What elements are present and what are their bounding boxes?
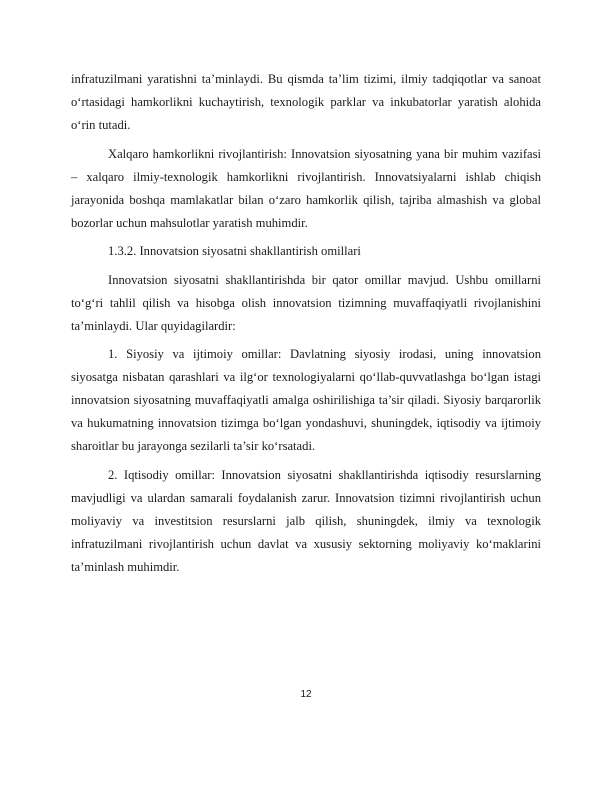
page-number: 12: [300, 689, 312, 700]
paragraph-factors-intro: Innovatsion siyosatni shakllantirishda bir qator omillar mavjud. Ushbu omillarni to‘g‘ri tahlil qilish va hisobga olish innovatsion tizimning muvaffaqiyatli rivojlanishini ta’minlaydi. Ular quyidagilardir:: [71, 272, 541, 333]
body-text: [71, 68, 541, 584]
paragraph-political-factors: 1. Siyosiy va ijtimoiy omillar: Davlatning siyosiy irodasi, uning innovatsion siyosatga nisbatan qarashlari va ilg‘or texnologiyalarni qo‘llab-quvvatlashga bo‘lgan istagi innovatsion siyosatning muvaffaqiyatli amalga oshirilishiga ta’sir qiladi. Siyosiy barqarorlik va hukumatning innovatsion tizimga bo‘lgan yondashuvi, shuningdek, iqtisodiy va ijtimoiy sharoitlar bu jarayonga sezilarli ta’sir ko‘rsatadi.: [71, 347, 541, 453]
paragraph-economic-factors: 2. Iqtisodiy omillar: Innovatsion siyosatni shakllantirishda iqtisodiy resurslarning mavjudligi va ulardan samarali foydalanish zarur. Innovatsion tizimni rivojlantirish uchun moliyaviy va investitsion resurslarni jalb qilish, shuningdek, ilmiy va texnologik infratuzilmani rivojlantirish uchun davlat va xususiy sektorning moliyaviy ko‘maklarini ta’minlash muhimdir.: [71, 467, 541, 574]
paragraph-continuation: infratuzilmani yaratishni ta’minlaydi. Bu qismda ta’lim tizimi, ilmiy tadqiqotlar va sanoat o‘rtasidagi hamkorlikni kuchaytirish, texnologik parklar va inkubatorlar yaratish alohida o‘rin tutadi.: [71, 72, 541, 132]
paragraph-international-cooperation: Xalqaro hamkorlikni rivojlantirish: Innovatsion siyosatning yana bir muhim vazifasi – xalqaro ilmiy-texnologik hamkorlikni rivojlantirish. Innovatsiyalarni ishlab chiqish jarayonida boshqa mamlakatlar bilan o‘zaro hamkorlik qilish, tajriba almashish va global bozorlar uchun mahsulotlar yaratish muhimdir.: [71, 146, 541, 230]
section-heading: 1.3.2. Innovatsion siyosatni shakllantirish omillari: [108, 244, 361, 258]
